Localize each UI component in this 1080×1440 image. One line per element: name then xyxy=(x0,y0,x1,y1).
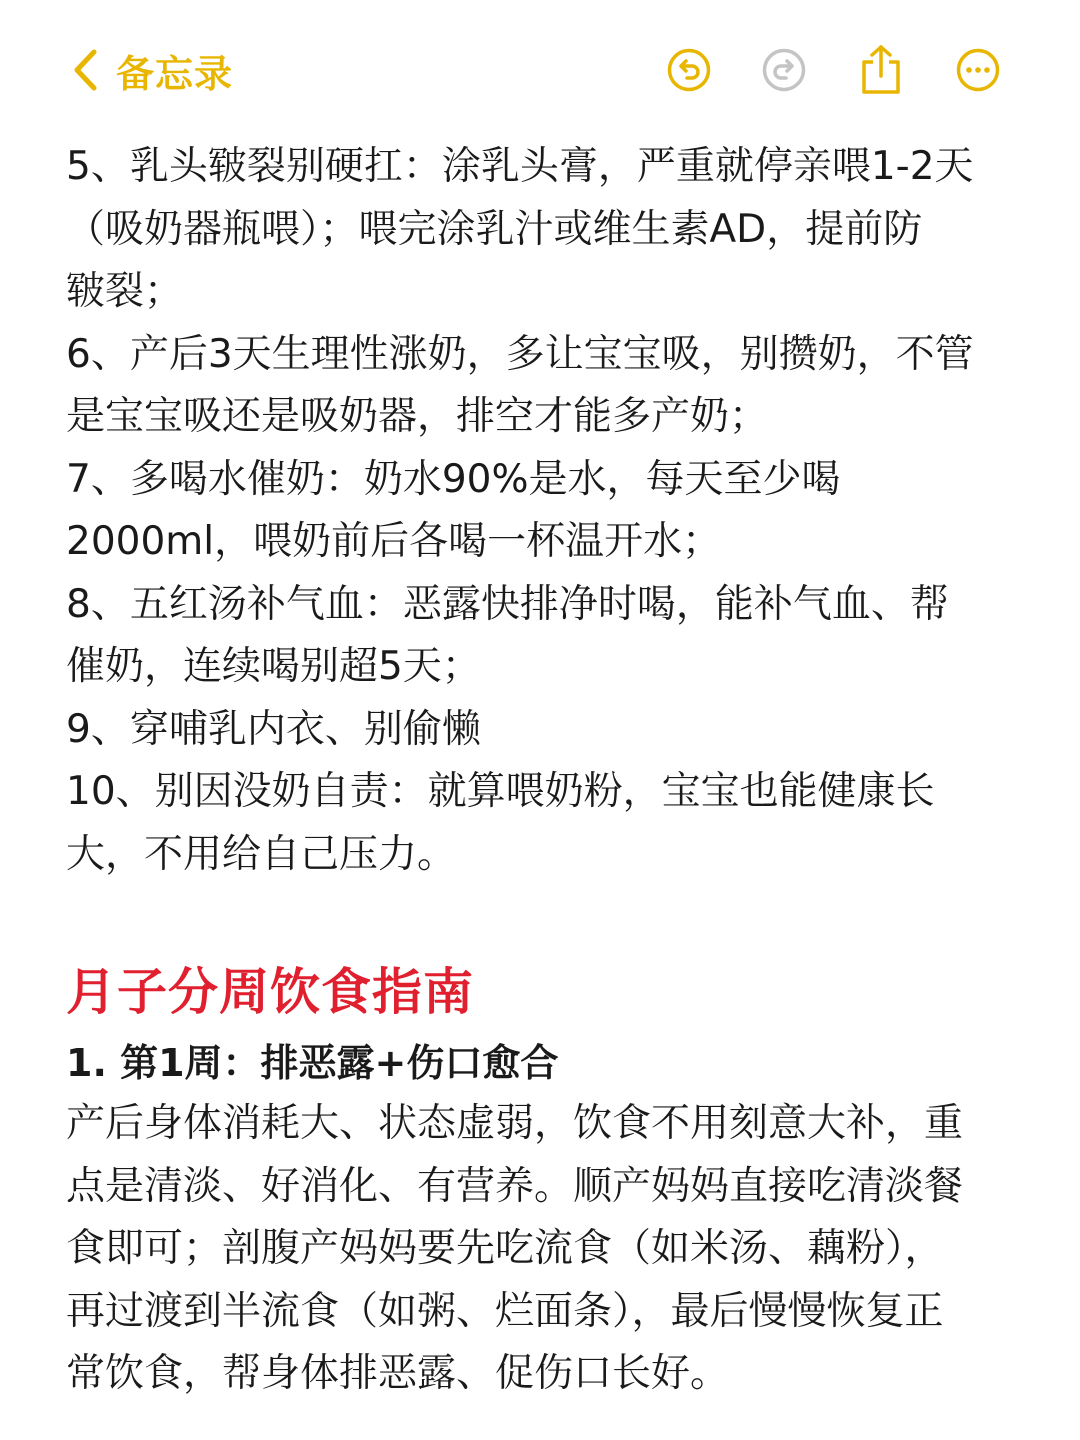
text-line: 皲裂； xyxy=(66,269,184,314)
text-line: 5、乳头皲裂别硬扛：涂乳头膏，严重就停亲喂1-2天 xyxy=(66,144,974,189)
tip-6 xyxy=(66,324,1041,449)
back-button[interactable] xyxy=(72,44,233,96)
text-line: 是宝宝吸还是吸奶器，排空才能多产奶； xyxy=(66,394,769,439)
back-label: 备忘录 xyxy=(116,51,234,96)
tip-5 xyxy=(66,136,1041,324)
text-line: 产后身体消耗大、状态虚弱，饮食不用刻意大补，重 xyxy=(66,1101,964,1146)
text-line: 10、别因没奶自责：就算喂奶粉，宝宝也能健康长 xyxy=(66,769,935,814)
text-line: 7、多喝水催奶：奶水90%是水，每天至少喝 xyxy=(66,456,841,502)
share-button[interactable] xyxy=(855,42,907,98)
tip-9 xyxy=(66,699,1041,762)
undo-icon xyxy=(666,47,712,93)
text-line: 2000ml，喂奶前后各喝一杯温开水； xyxy=(66,519,722,564)
redo-button[interactable] xyxy=(758,42,810,98)
more-button[interactable] xyxy=(952,42,1004,98)
chevron-left-icon xyxy=(72,49,98,91)
text-line: 常饮食，帮身体排恶露、促伤口长好。 xyxy=(66,1351,730,1396)
text-line: 再过渡到半流食（如粥、烂面条），最后慢慢恢复正 xyxy=(66,1288,944,1334)
text-line: 食即可；剖腹产妈妈要先吃流食（如米汤、藕粉）， xyxy=(66,1226,944,1271)
text-line: 6、产后3天生理性涨奶，多让宝宝吸，别攒奶，不管 xyxy=(66,331,974,377)
text-line: 大，不用给自己压力。 xyxy=(66,831,457,877)
week-1-body xyxy=(66,1093,1041,1406)
text-line: 9、穿哺乳内衣、别偷懒 xyxy=(66,706,481,752)
text-line: （吸奶器瓶喂）；喂完涂乳汁或维生素AD，提前防 xyxy=(66,206,923,252)
text-line: 8、五红汤补气血：恶露快排净时喝，能补气血、帮 xyxy=(66,581,949,627)
tip-7 xyxy=(66,449,1041,574)
share-icon xyxy=(858,44,904,96)
more-icon xyxy=(955,47,1001,93)
tip-8 xyxy=(66,574,1041,699)
text-line: 催奶，连续喝别超5天； xyxy=(66,644,481,689)
undo-button[interactable] xyxy=(663,42,715,98)
text-line: 点是清淡、好消化、有营养。顺产妈妈直接吃清淡餐 xyxy=(66,1163,964,1209)
week-1-heading: 1. 第1周：排恶露+伤口愈合 xyxy=(66,1041,559,1085)
redo-icon xyxy=(761,47,807,93)
tip-10 xyxy=(66,761,1041,886)
note-content[interactable] xyxy=(66,136,1041,886)
section-title: 月子分周饮食指南 xyxy=(66,963,474,1021)
navigation-bar xyxy=(0,0,1080,130)
